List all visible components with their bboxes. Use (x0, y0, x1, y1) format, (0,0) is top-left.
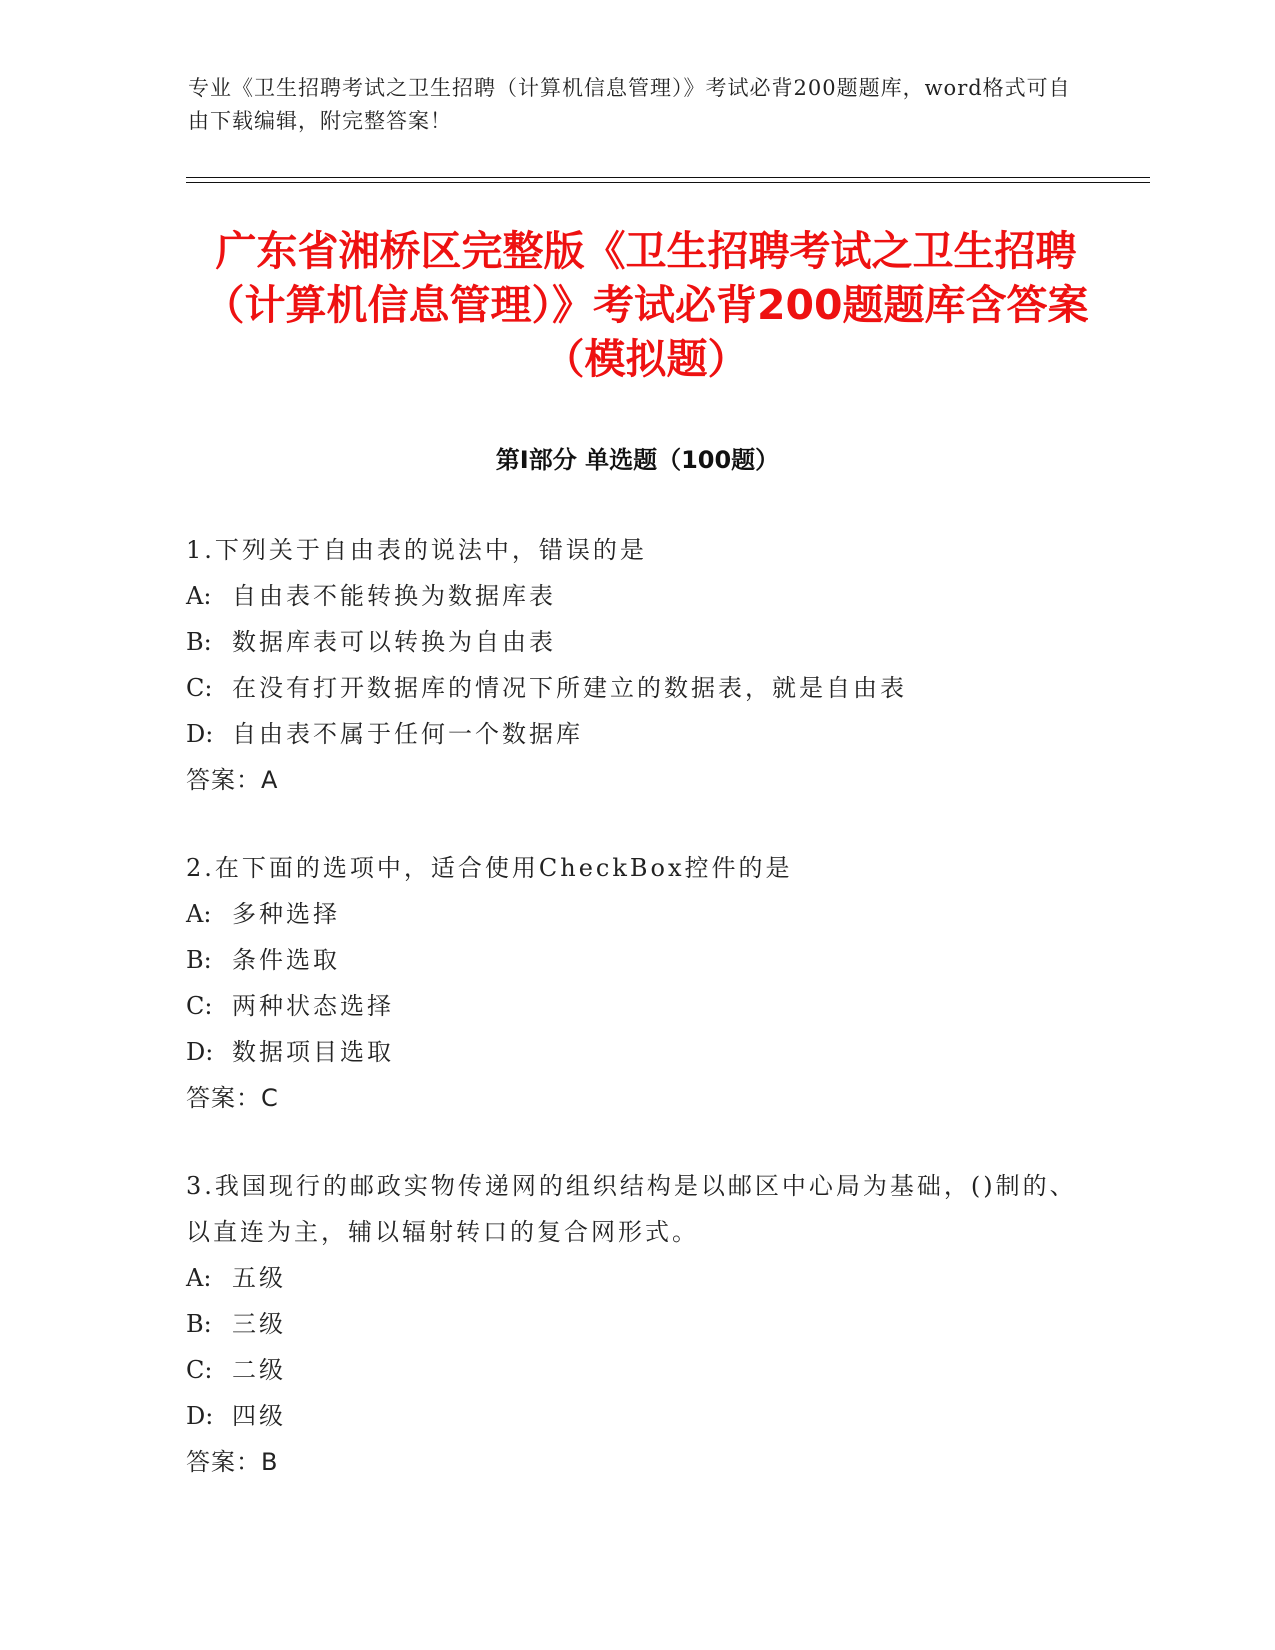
option-text: 多种选择 (232, 900, 340, 928)
option-text: 数据库表可以转换为自由表 (232, 628, 556, 656)
option-text: 在没有打开数据库的情况下所建立的数据表，就是自由表 (232, 674, 907, 702)
option-text: 自由表不属于任何一个数据库 (232, 720, 583, 748)
header-note: 专业《卫生招聘考试之卫生招聘（计算机信息管理）》考试必背200题题库，word格式可自由下载编辑，附完整答案！ (188, 76, 1071, 133)
option-letter: B: (186, 1310, 212, 1338)
header-divider-double (186, 182, 1150, 183)
option-text: 二级 (232, 1356, 286, 1384)
question-stem: 3.我国现行的邮政实物传递网的组织结构是以邮区中心局为基础，()制的、以直连为主，辅以辐射转口的复合网形式。 (186, 1172, 1077, 1246)
option-d (186, 1393, 1086, 1439)
option-a (186, 891, 1086, 937)
option-text: 两种状态选择 (232, 992, 394, 1020)
question-stem: 1.下列关于自由表的说法中，错误的是 (186, 536, 647, 564)
option-letter: C: (186, 992, 213, 1020)
option-text: 自由表不能转换为数据库表 (232, 582, 556, 610)
option-c (186, 665, 1086, 711)
option-d (186, 711, 1086, 757)
answer-line (186, 1439, 1086, 1485)
option-letter: B: (186, 628, 212, 656)
option-c (186, 983, 1086, 1029)
answer-value: B (261, 1448, 279, 1476)
section-heading: 第Ⅰ部分 单选题（100题） (495, 446, 780, 474)
option-letter: D: (186, 1038, 214, 1066)
answer-value: C (261, 1084, 279, 1112)
answer-line (186, 757, 1086, 803)
answer-label: 答案： (186, 1448, 261, 1476)
header-divider (186, 177, 1150, 178)
option-b (186, 1301, 1086, 1347)
answer-label: 答案： (186, 1084, 261, 1112)
option-a (186, 1255, 1086, 1301)
option-letter: D: (186, 720, 214, 748)
option-text: 三级 (232, 1310, 286, 1338)
option-letter: A: (186, 900, 212, 928)
option-c (186, 1347, 1086, 1393)
answer-line (186, 1075, 1086, 1121)
answer-label: 答案： (186, 766, 261, 794)
option-letter: D: (186, 1402, 214, 1430)
answer-value: A (261, 766, 279, 794)
question-block (186, 1163, 1086, 1485)
option-d (186, 1029, 1086, 1075)
option-letter: B: (186, 946, 212, 974)
option-letter: A: (186, 1264, 212, 1292)
option-letter: C: (186, 674, 213, 702)
option-a (186, 573, 1086, 619)
option-b (186, 619, 1086, 665)
option-text: 数据项目选取 (232, 1038, 394, 1066)
document-title: 广东省湘桥区完整版《卫生招聘考试之卫生招聘（计算机信息管理）》考试必背200题题库含答案（模拟题） (203, 227, 1089, 383)
question-stem: 2.在下面的选项中，适合使用CheckBox控件的是 (186, 854, 793, 882)
question-block (186, 527, 1086, 803)
option-letter: C: (186, 1356, 213, 1384)
option-text: 四级 (232, 1402, 286, 1430)
option-text: 五级 (232, 1264, 286, 1292)
option-b (186, 937, 1086, 983)
option-letter: A: (186, 582, 212, 610)
option-text: 条件选取 (232, 946, 340, 974)
question-block (186, 845, 1086, 1121)
